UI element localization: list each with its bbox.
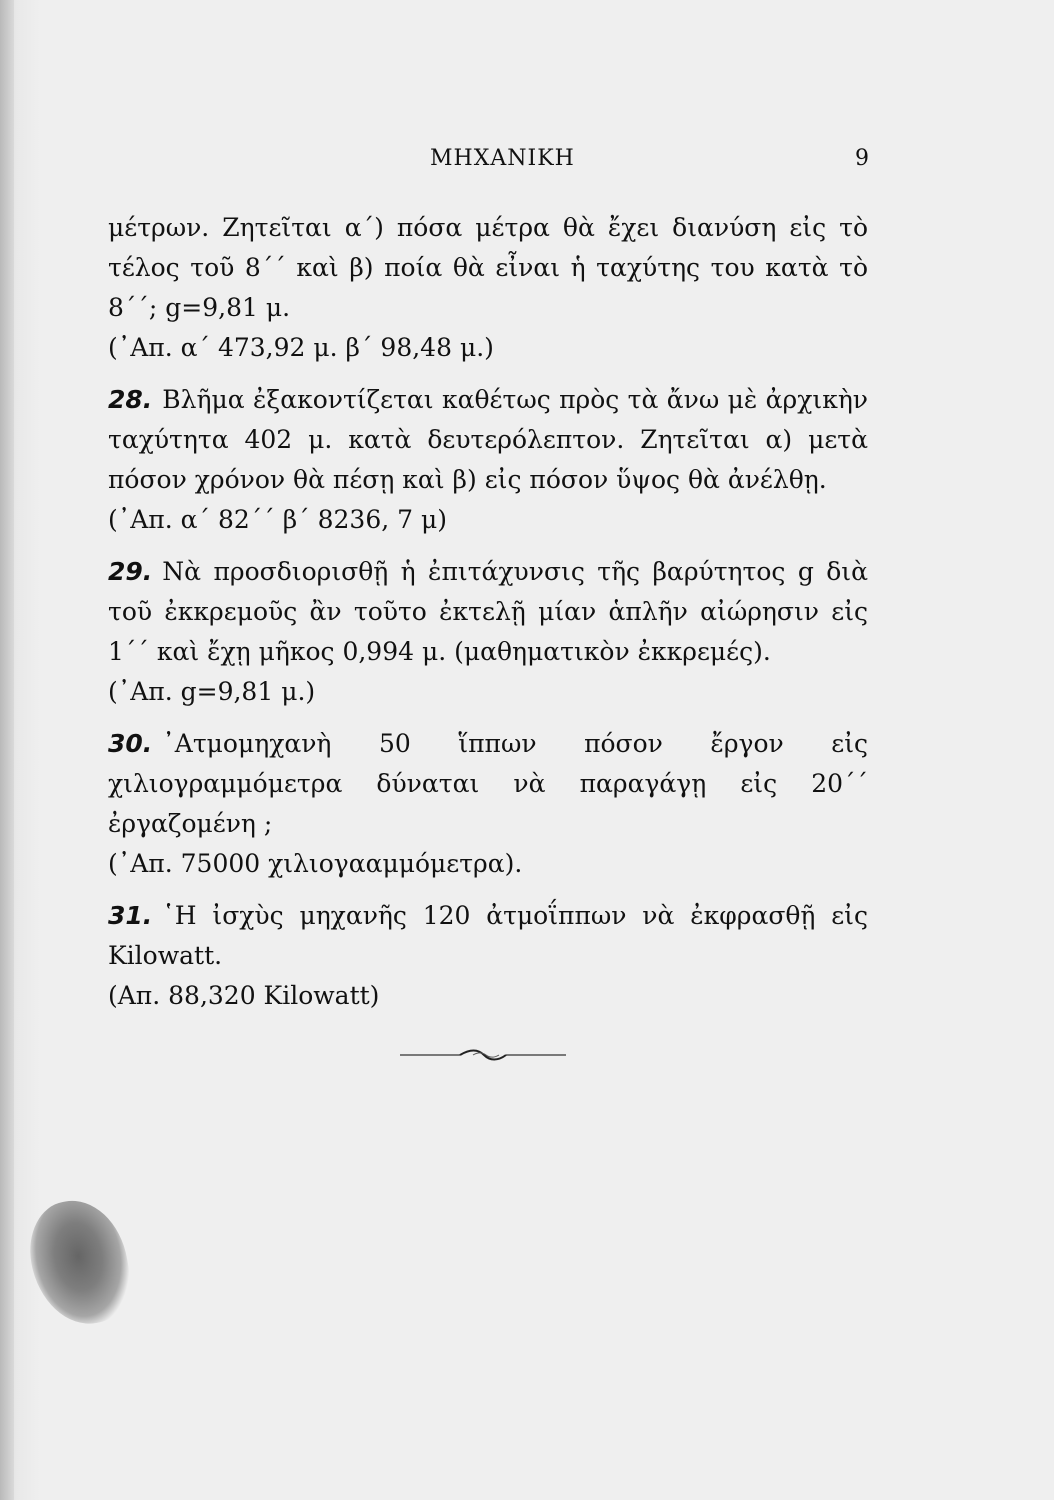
problem-answer: (᾿Απ. α΄ 82΄΄ β΄ 8236, 7 μ) <box>108 505 447 534</box>
continued-problem-text: μέτρων. Ζητεῖται α΄) πόσα μέτρα θὰ ἔχει διανύση εἰς τὸ τέλος τοῦ 8΄΄ καὶ β) ποία θὰ εἶναι ἡ ταχύτης του κατὰ τὸ 8΄΄; g=9,81 μ. <box>108 213 868 322</box>
problem-number: 30. <box>108 729 153 758</box>
problem-28 <box>108 380 868 500</box>
running-title: ΜΗΧΑΝΙΚΗ <box>430 146 575 171</box>
continued-problem-answer: (᾿Απ. α΄ 473,92 μ. β΄ 98,48 μ.) <box>108 333 494 362</box>
problem-number: 31. <box>108 901 153 930</box>
problem-31 <box>108 896 868 976</box>
problem-answer: (᾿Απ. 75000 χιλιογααμμόμετρα). <box>108 849 523 878</box>
problem-30 <box>108 724 868 844</box>
problem-text: ᾿Ατμομηχανὴ 50 ἵππων πόσον ἔργον εἰς χιλιογραμμόμετρα δύναται νὰ παραγάγῃ εἰς 20΄΄ ἐργαζομένη ; <box>108 729 868 838</box>
page-binding-edge <box>0 0 14 1500</box>
section-ornament <box>398 1045 568 1065</box>
page-header <box>100 146 870 176</box>
problem-number: 28. <box>108 385 153 414</box>
page-text <box>108 208 868 1016</box>
page-number: 9 <box>855 146 870 171</box>
problem-text: Βλῆμα ἐξακοντίζεται καθέτως πρὸς τὰ ἄνω μὲ ἀρχικὴν ταχύτητα 402 μ. κατὰ δευτερόλεπτον. Ζητεῖται α) μετὰ πόσον χρόνον θὰ πέσῃ καὶ β) εἰς πόσον ὕψος θὰ ἀνέλθῃ. <box>108 385 868 494</box>
problem-answer: (Απ. 88,320 Kilowatt) <box>108 981 380 1010</box>
problem-text: Νὰ προσδιορισθῇ ἡ ἐπιτάχυνσις τῆς βαρύτητος g διὰ τοῦ ἐκκρεμοῦς ἂν τοῦτο ἐκτελῇ μίαν ἁπλῆν αἰώρησιν εἰς 1΄΄ καὶ ἔχῃ μῆκος 0,994 μ. (μαθηματικὸν ἐκκρεμές). <box>108 557 868 666</box>
problem-29 <box>108 552 868 672</box>
ink-stain <box>22 1193 137 1333</box>
problem-text: ῾Η ἰσχὺς μηχανῆς 120 ἀτμοΐππων νὰ ἐκφρασθῇ εἰς Kilowatt. <box>108 901 868 970</box>
problem-answer: (᾿Απ. g=9,81 μ.) <box>108 677 316 706</box>
problem-number: 29. <box>108 557 153 586</box>
